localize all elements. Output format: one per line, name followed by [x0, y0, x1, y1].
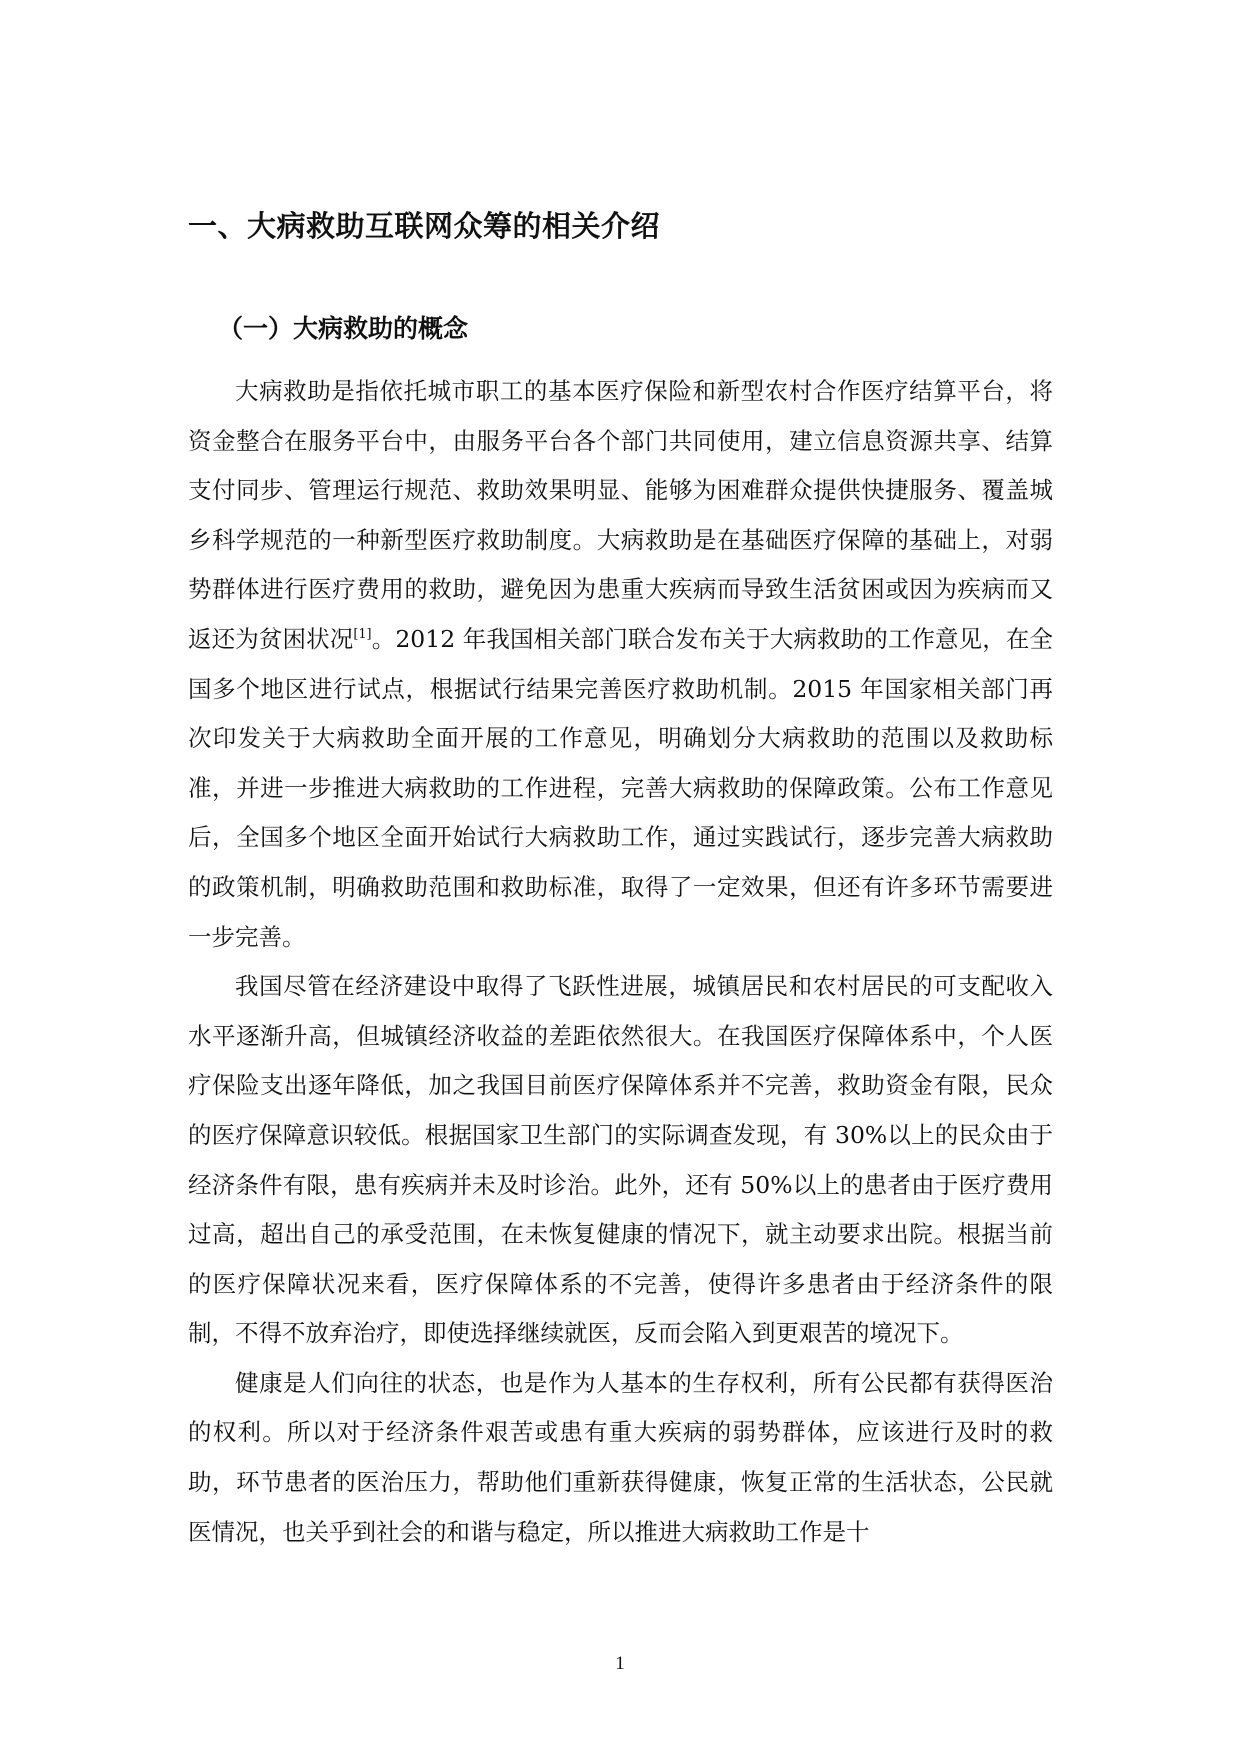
paragraph-1-text-before-citation: 大病救助是指依托城市职工的基本医疗保险和新型农村合作医疗结算平台，将资金整合在服务平台中，由服务平台各个部门共同使用，建立信息资源共享、结算支付同步、管理运行规范、救助效果明显、能够为困难群众提供快捷服务、覆盖城乡科学规范的一种新型医疗救助制度。大病救助是在基础医疗保障的基础上，对弱势群体进行医疗费用的救助，避免因为患重大疾病而导致生活贫困或因为疾病而又返还为贫困状况 [188, 377, 1053, 653]
citation-reference[interactable]: [1] [353, 627, 372, 643]
chapter-title: 一、大病救助互联网众筹的相关介绍 [188, 209, 661, 243]
paragraph-1 [188, 367, 1053, 962]
page-number: 1 [615, 1653, 625, 1674]
body-text [188, 367, 1053, 1557]
paragraph-3: 健康是人们向往的状态，也是作为人基本的生存权利，所有公民都有获得医治的权利。所以对于经济条件艰苦或患有重大疾病的弱势群体，应该进行及时的救助，环节患者的医治压力，帮助他们重新获得健康，恢复正常的生活状态，公民就医情况，也关乎到社会的和谐与稳定，所以推进大病救助工作是十 [188, 1368, 1053, 1546]
paragraph-2: 我国尽管在经济建设中取得了飞跃性进展，城镇居民和农村居民的可支配收入水平逐渐升高，但城镇经济收益的差距依然很大。在我国医疗保障体系中，个人医疗保险支出逐年降低，加之我国目前医疗保障体系并不完善，救助资金有限，民众的医疗保障意识较低。根据国家卫生部门的实际调查发现，有 30%以上的民众由于经济条件有限，患有疾病并未及时诊治。此外，还有 50%以上的患者由于医疗费用过高，超出自己的承受范围，在未恢复健康的情况下，就主动要求出院。根据当前的医疗保障状况来看，医疗保障体系的不完善，使得许多患者由于经济条件的限制，不得不放弃治疗，即使选择继续就医，反而会陷入到更艰苦的境况下。 [188, 972, 1053, 1348]
section-title: （一）大病救助的概念 [218, 314, 469, 343]
paragraph-1-text-after-citation: 。2012 年我国相关部门联合发布关于大病救助的工作意见，在全国多个地区进行试点，根据试行结果完善医疗救助机制。2015 年国家相关部门再次印发关于大病救助全面开展的工作意见，明确划分大病救助的范围以及救助标准，并进一步推进大病救助的工作进程，完善大病救助的保障政策。公布工作意见后，全国多个地区全面开始试行大病救助工作，通过实践试行，逐步完善大病救助的政策机制，明确救助范围和救助标准，取得了一定效果，但还有许多环节需要进一步完善。 [188, 624, 1053, 951]
